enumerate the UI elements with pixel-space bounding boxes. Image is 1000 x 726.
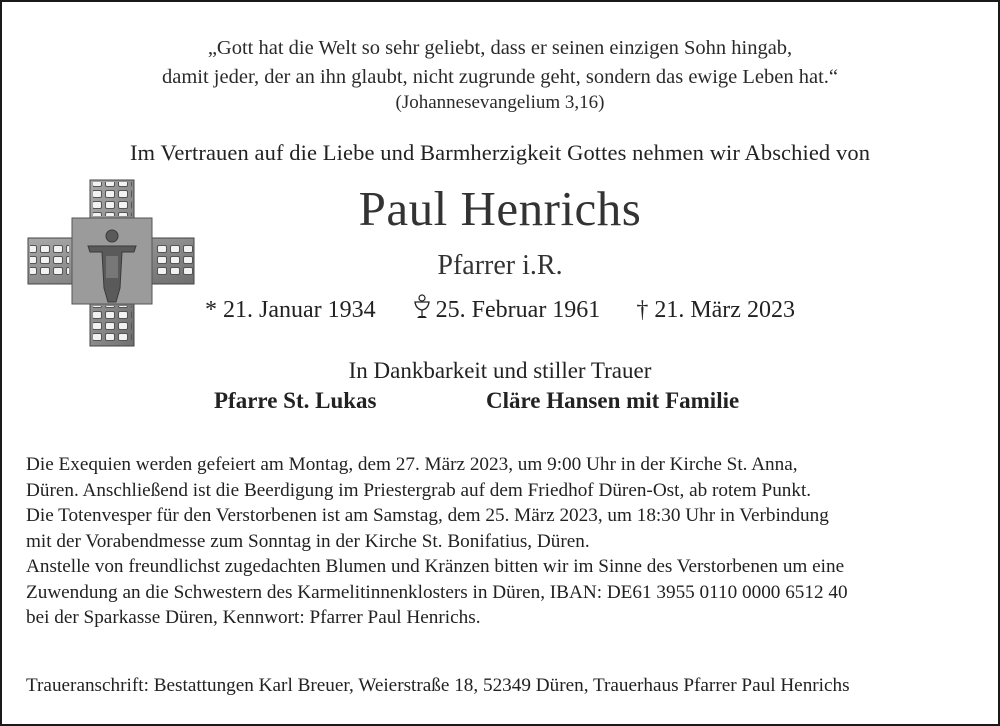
details-line: Die Exequien werden gefeiert am Montag, dem 27. März 2023, um 9:00 Uhr in der Kirche St. Anna,	[26, 454, 798, 475]
details-line: Düren. Anschließend ist die Beerdigung im Priestergrab auf dem Friedhof Düren-Ost, ab rotem Punkt.	[26, 479, 812, 501]
verse-reference: (Johannesevangelium 3,16)	[395, 92, 605, 113]
details-line: mit der Vorabendmesse zum Sonntag in der Kirche St. Bonifatius, Düren.	[26, 530, 590, 552]
ordination-date: 25. Februar 1961	[435, 297, 601, 323]
ordination-date-group	[412, 294, 601, 324]
details-line: Die Totenvesper für den Verstorbenen ist am Samstag, dem 25. März 2023, um 18:30 Uhr in Verbindung	[26, 505, 829, 526]
mourning-address: Traueranschrift: Bestattungen Karl Breuer, Weierstraße 18, 52349 Düren, Trauerhaus Pfarrer Paul Henrichs	[26, 675, 850, 696]
verse-line-2: damit jeder, der an ihn glaubt, nicht zugrunde geht, sondern das ewige Leben hat.“	[161, 66, 839, 88]
chalice-icon	[412, 294, 432, 320]
death-date: † 21. März 2023	[636, 297, 795, 323]
signers	[2, 388, 998, 422]
birth-date: * 21. Januar 1934	[205, 297, 376, 323]
verse-line-1: „Gott hat die Welt so sehr geliebt, dass er seinen einzigen Sohn hingab,	[207, 37, 793, 59]
life-dates	[2, 294, 998, 324]
details-line: bei der Sparkasse Düren, Kennwort: Pfarrer Paul Henrichs.	[26, 607, 481, 628]
details-line: Anstelle von freundlichst zugedachten Blumen und Kränzen bitten wir im Sinne des Verstorbenen um eine	[26, 556, 845, 577]
deceased-name: Paul Henrichs	[358, 181, 642, 236]
signer-family: Cläre Hansen mit Familie	[486, 388, 740, 413]
mourning-text: In Dankbarkeit und stiller Trauer	[348, 358, 652, 383]
deceased-title: Pfarrer i.R.	[437, 250, 563, 281]
details-line: Zuwendung an die Schwestern des Karmelitinnenklosters in Düren, IBAN: DE61 3955 0110 0000 6512 40	[26, 581, 848, 603]
funeral-details	[26, 452, 976, 631]
bible-verse	[2, 34, 998, 92]
intro-text: Im Vertrauen auf die Liebe und Barmherzigkeit Gottes nehmen wir Abschied von	[129, 140, 871, 165]
signer-parish: Pfarre St. Lukas	[214, 388, 377, 413]
